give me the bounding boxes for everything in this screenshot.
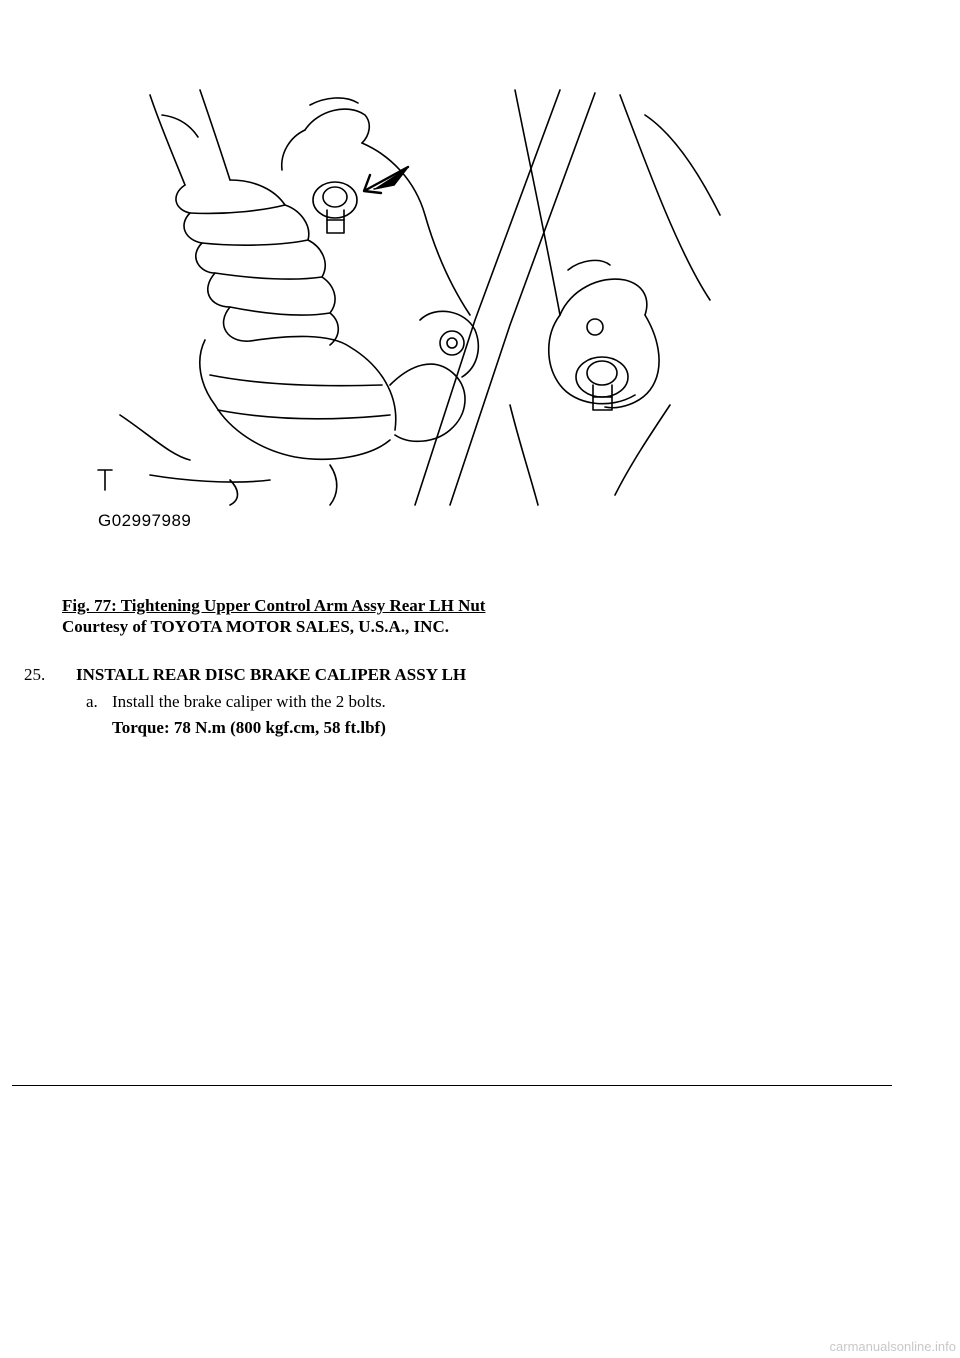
torque-spec: Torque: 78 N.m (800 kgf.cm, 58 ft.lbf) [112, 718, 386, 737]
watermark-text: carmanualsonline.info [829, 1339, 956, 1354]
figure-title-link[interactable]: Fig. 77: Tightening Upper Control Arm Assy Rear LH Nut [62, 596, 486, 615]
substep-a [86, 692, 386, 712]
substep-letter: a. [86, 692, 98, 711]
substep-text: Install the brake caliper with the 2 bolts. [112, 692, 386, 711]
step-number: 25. [24, 665, 46, 684]
figure-illustration [90, 85, 730, 545]
page-divider [12, 1085, 892, 1086]
figure-id-label: G02997989 [98, 511, 192, 530]
step-title: INSTALL REAR DISC BRAKE CALIPER ASSY LH [76, 665, 467, 684]
procedure-step [24, 665, 466, 685]
suspension-line-drawing [90, 85, 730, 545]
figure-courtesy: Courtesy of TOYOTA MOTOR SALES, U.S.A., INC. [62, 617, 449, 636]
figure-caption [62, 595, 485, 637]
